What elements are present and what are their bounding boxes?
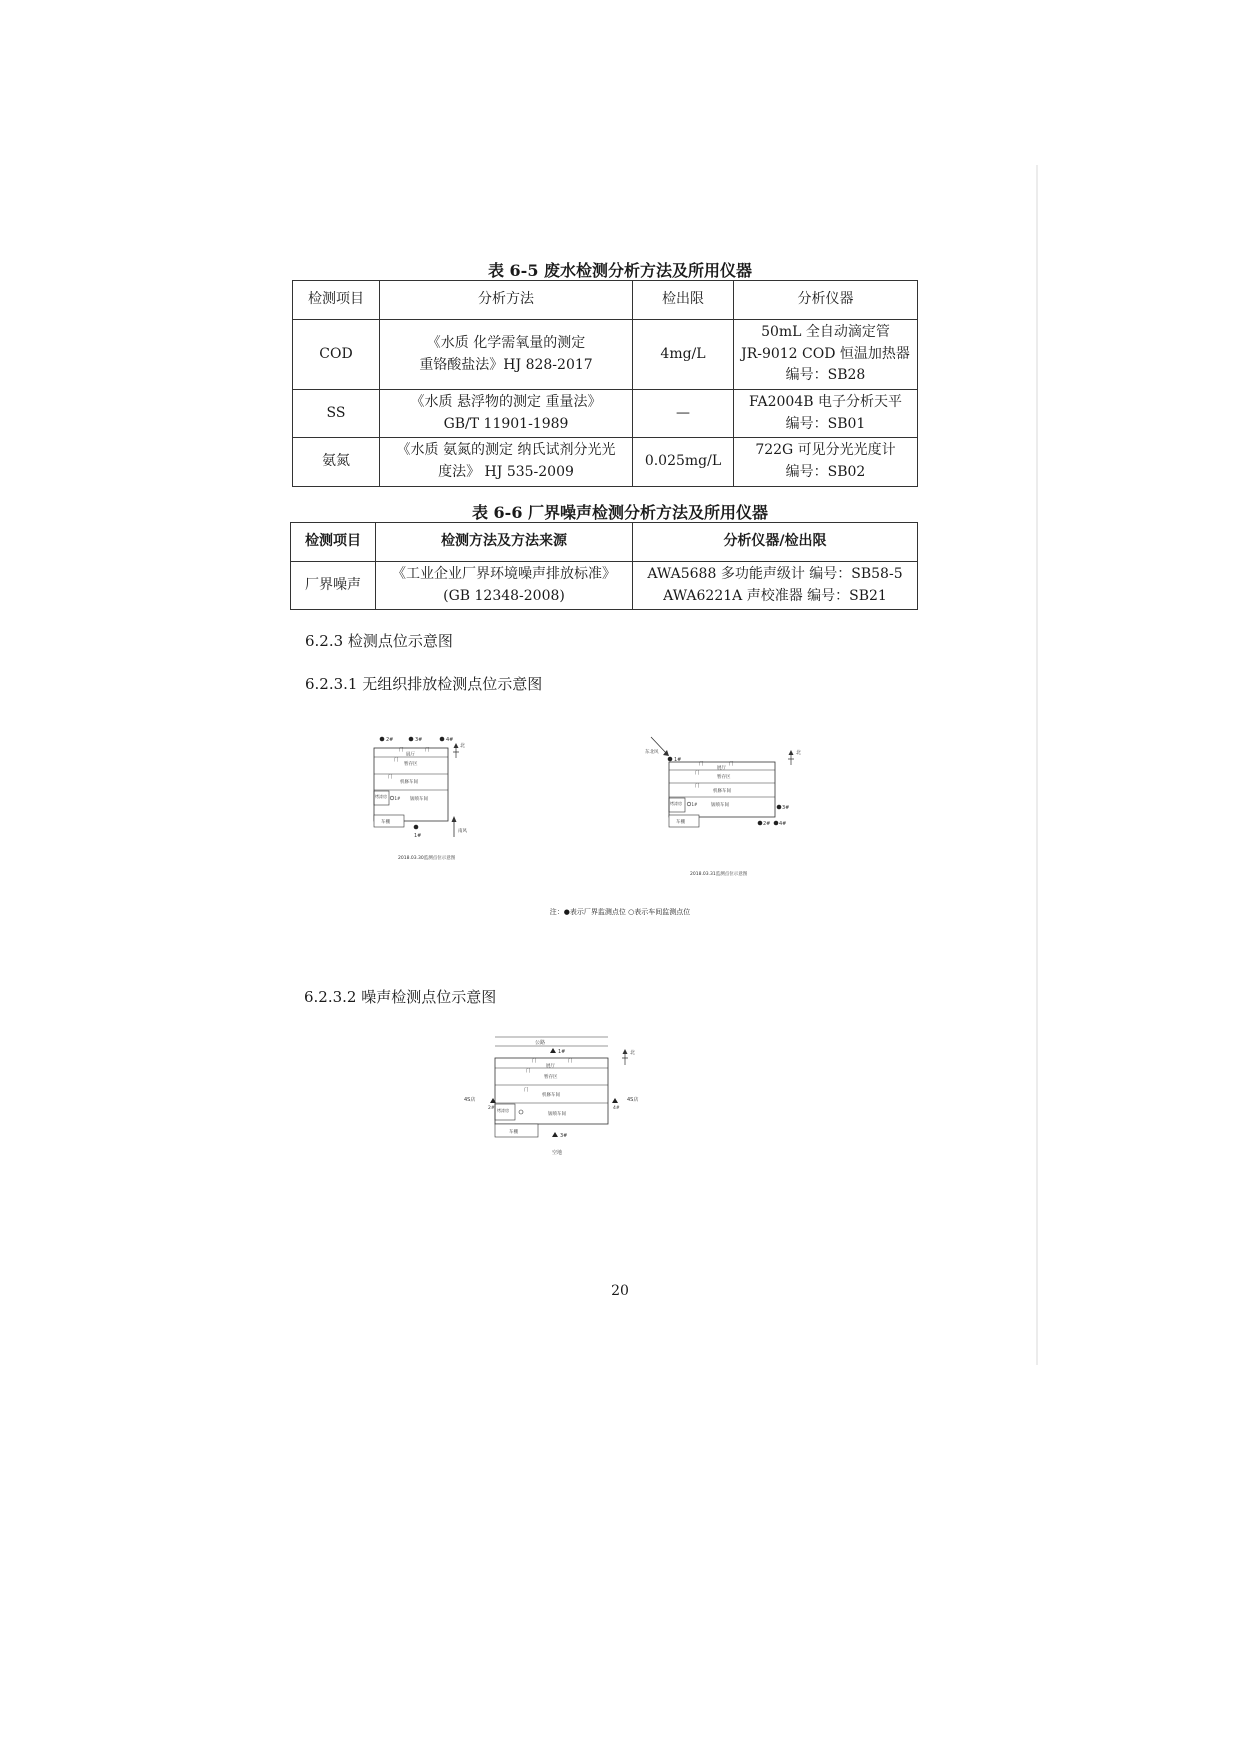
section-6-2-3: 6.2.3 检测点位示意图	[305, 632, 453, 650]
method-cell	[380, 390, 633, 438]
point-label: 4#	[446, 737, 454, 743]
room-label: 展厅	[546, 1064, 555, 1069]
section-6-2-3-2: 6.2.3.2 噪声检测点位示意图	[304, 988, 497, 1006]
boundary-point-marker	[440, 737, 445, 742]
room-label: 钣喷车间	[711, 803, 729, 808]
north-label: 北	[630, 1050, 636, 1056]
table-row	[293, 438, 918, 486]
table-row	[291, 562, 918, 610]
limit-cell: —	[633, 390, 734, 438]
point-label: 3#	[415, 737, 423, 743]
instrument-line: JR-9012 COD 恒温加热器	[741, 345, 910, 362]
limit-cell: 0.025mg/L	[633, 438, 734, 486]
boundary-point-marker	[668, 757, 673, 762]
instrument-cell	[633, 562, 918, 610]
annex-label: 烤漆房	[670, 801, 682, 806]
method-cell	[376, 562, 633, 610]
neighbor-label: 4S店	[627, 1097, 639, 1103]
workshop-point-marker	[519, 1110, 523, 1114]
door-label: 门	[568, 1059, 573, 1064]
neighbor-label: 4S店	[464, 1097, 476, 1103]
room-label: 展厅	[717, 766, 726, 771]
header-cell: 分析方法	[380, 281, 633, 320]
table-6-6	[290, 522, 918, 610]
limit-cell: 4mg/L	[633, 320, 734, 390]
method-line: (GB 12348-2008)	[443, 587, 565, 604]
door-label: 门	[695, 784, 700, 789]
point-label: 1#	[414, 833, 422, 839]
door-label: 门	[729, 762, 734, 767]
room-label: 暂存区	[544, 1075, 558, 1080]
room-label: 机修车间	[713, 789, 731, 794]
room-label: 暂存区	[404, 762, 418, 767]
legend-note: 注：●表示厂界监测点位 ○表示车间监测点位	[549, 908, 691, 916]
north-arrow-icon	[788, 750, 794, 765]
diagram-caption: 2018.03.31监测点位示意图	[690, 872, 748, 877]
table-row	[293, 390, 918, 438]
method-line: 《水质 化学需氧量的测定	[426, 334, 586, 351]
table-row	[293, 320, 918, 390]
wind-label: 东北风	[645, 750, 659, 755]
boundary-point-marker	[409, 737, 414, 742]
monitoring-diagram-0331	[645, 735, 805, 895]
monitoring-diagram-0330	[370, 735, 500, 875]
door-label: 门	[399, 748, 404, 753]
instrument-line: 722G 可见分光光度计	[755, 442, 896, 459]
room-label: 钣喷车间	[548, 1112, 566, 1117]
workshop-point-label: 1#	[394, 796, 401, 801]
point-label: 3#	[782, 805, 790, 811]
point-label: 4#	[779, 821, 787, 827]
header-cell: 分析仪器/检出限	[633, 523, 918, 562]
method-line: 《水质 悬浮物的测定 重量法》	[410, 394, 602, 411]
header-cell: 检测项目	[291, 523, 376, 562]
point-label: 3#	[560, 1133, 568, 1139]
door-label: 门	[526, 1069, 531, 1074]
instrument-line: 编号：SB02	[785, 464, 866, 481]
method-cell	[380, 320, 633, 390]
header-cell: 检测项目	[293, 281, 380, 320]
table-6-5	[292, 280, 918, 487]
instrument-line: 50mL 全自动滴定管	[761, 324, 890, 340]
point-label: 1#	[674, 757, 682, 763]
noise-point-marker	[612, 1098, 618, 1103]
point-label: 2#	[488, 1106, 495, 1111]
room-label: 机修车间	[400, 780, 418, 785]
road-label: 公路	[535, 1040, 546, 1046]
door-label: 门	[524, 1088, 529, 1093]
point-label: 1#	[558, 1049, 566, 1055]
table-6-5-caption: 表 6-5 废水检测分析方法及所用仪器	[487, 261, 753, 280]
workshop-point-label: 1#	[691, 802, 698, 807]
annex-label: 烤漆房	[497, 1108, 509, 1113]
instrument-line: FA2004B 电子分析天平	[749, 394, 902, 411]
table-header-row	[293, 281, 918, 320]
workshop-point-marker	[390, 796, 394, 800]
wind-label: 南风	[458, 829, 467, 834]
table-header-row	[291, 523, 918, 562]
point-label: 2#	[763, 821, 771, 827]
header-cell: 检测方法及方法来源	[376, 523, 633, 562]
instrument-line: AWA5688 多功能声级计 编号：SB58-5	[647, 566, 903, 582]
item-cell: 氨氮	[293, 438, 380, 486]
instrument-line: AWA6221A 声校准器 编号：SB21	[663, 587, 887, 604]
point-label: 4#	[613, 1106, 620, 1111]
door-label: 门	[388, 775, 393, 780]
door-label: 门	[425, 748, 430, 753]
header-cell: 检出限	[633, 281, 734, 320]
door-label: 门	[394, 758, 399, 763]
header-cell: 分析仪器	[734, 281, 918, 320]
room-label: 展厅	[406, 752, 415, 758]
shed-label: 车棚	[381, 820, 390, 825]
method-cell	[380, 438, 633, 486]
method-line: GB/T 11901-1989	[443, 415, 569, 432]
door-label: 门	[695, 771, 700, 776]
method-line: 《水质 氨氮的测定 纳氏试剂分光光	[396, 442, 616, 459]
north-label: 北	[796, 750, 802, 756]
instrument-cell	[734, 320, 918, 390]
room-label: 钣喷车间	[410, 797, 428, 802]
instrument-line: 编号：SB01	[785, 415, 866, 432]
north-arrow-icon	[453, 743, 459, 758]
section-6-2-3-1: 6.2.3.1 无组织排放检测点位示意图	[305, 675, 543, 693]
boundary-point-marker	[774, 821, 779, 826]
noise-point-marker	[550, 1048, 556, 1053]
room-label: 机修车间	[542, 1093, 560, 1098]
method-line: 《工业企业厂界环境噪声排放标准》	[392, 566, 616, 582]
instrument-cell	[734, 390, 918, 438]
door-label: 门	[532, 1059, 537, 1064]
diagram-caption: 2018.03.30监测点位示意图	[398, 856, 456, 861]
annex-label: 烤漆房	[375, 794, 387, 799]
empty-land-label: 空地	[552, 1150, 563, 1156]
page-edge-shadow	[1036, 165, 1038, 1365]
instrument-cell	[734, 438, 918, 486]
boundary-point-marker	[777, 805, 782, 810]
item-cell: SS	[293, 390, 380, 438]
workshop-point-marker	[687, 802, 691, 806]
room-label: 暂存区	[717, 775, 731, 780]
boundary-point-marker	[414, 825, 419, 830]
noise-point-marker	[552, 1132, 558, 1137]
method-line: 重铬酸盐法》HJ 828-2017	[419, 356, 593, 373]
item-cell: COD	[293, 320, 380, 390]
instrument-line: 编号：SB28	[785, 367, 866, 384]
door-label: 门	[699, 762, 704, 767]
item-cell: 厂界噪声	[291, 562, 376, 610]
noise-monitoring-diagram	[460, 1035, 660, 1195]
wind-arrow-icon	[452, 816, 457, 837]
table-6-6-caption: 表 6-6 厂界噪声检测分析方法及所用仪器	[471, 503, 769, 522]
page-number: 20	[611, 1283, 629, 1299]
north-label: 北	[460, 743, 466, 749]
shed-label: 车棚	[676, 820, 685, 825]
north-arrow-icon	[622, 1049, 628, 1065]
method-line: 度法》 HJ 535-2009	[438, 464, 574, 481]
boundary-point-marker	[380, 737, 385, 742]
point-label: 2#	[386, 737, 394, 743]
boundary-point-marker	[758, 821, 763, 826]
shed-label: 车棚	[509, 1130, 518, 1135]
